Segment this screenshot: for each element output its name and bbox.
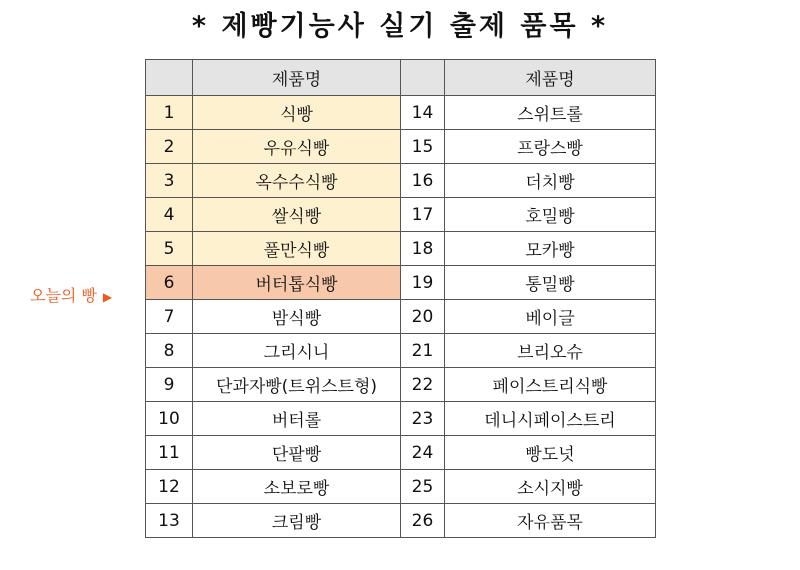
today-bread-marker [30, 284, 112, 308]
table-row [146, 96, 656, 130]
right-arrow-icon: ▶ [102, 290, 113, 304]
item-number-left: 5 [146, 232, 193, 266]
today-bread-label: 오늘의 빵 [30, 286, 97, 305]
item-number-left: 9 [146, 368, 193, 402]
product-name-left: 크림빵 [193, 504, 401, 538]
table-row [146, 232, 656, 266]
table-row [146, 368, 656, 402]
product-name-right: 자유품목 [445, 504, 656, 538]
item-number-right: 19 [401, 266, 445, 300]
product-name-right: 스위트롤 [445, 96, 656, 130]
item-number-left: 6 [146, 266, 193, 300]
item-number-left: 1 [146, 96, 193, 130]
product-name-right: 프랑스빵 [445, 130, 656, 164]
exam-items-table [145, 59, 656, 538]
table-row [146, 334, 656, 368]
product-name-left: 소보로빵 [193, 470, 401, 504]
product-name-left: 우유식빵 [193, 130, 401, 164]
table-row [146, 198, 656, 232]
item-number-left: 7 [146, 300, 193, 334]
item-number-left: 13 [146, 504, 193, 538]
product-name-right: 더치빵 [445, 164, 656, 198]
page-title: * 제빵기능사 실기 출제 품목 * [191, 11, 609, 42]
product-name-right: 소시지빵 [445, 470, 656, 504]
item-number-left: 2 [146, 130, 193, 164]
item-number-right: 26 [401, 504, 445, 538]
product-name-left: 풀만식빵 [193, 232, 401, 266]
item-number-right: 23 [401, 402, 445, 436]
item-number-right: 24 [401, 436, 445, 470]
item-number-right: 21 [401, 334, 445, 368]
table-row [146, 130, 656, 164]
product-name-left: 그리시니 [193, 334, 401, 368]
product-name-right: 호밀빵 [445, 198, 656, 232]
item-number-right: 25 [401, 470, 445, 504]
product-name-right: 페이스트리식빵 [445, 368, 656, 402]
table-row [146, 402, 656, 436]
item-number-right: 18 [401, 232, 445, 266]
table-row [146, 164, 656, 198]
item-number-left: 4 [146, 198, 193, 232]
product-name-left: 옥수수식빵 [193, 164, 401, 198]
product-name-left: 단과자빵(트위스트형) [193, 368, 401, 402]
product-name-right: 통밀빵 [445, 266, 656, 300]
item-number-right: 14 [401, 96, 445, 130]
table-row [146, 436, 656, 470]
item-number-left: 11 [146, 436, 193, 470]
product-name-left: 식빵 [193, 96, 401, 130]
table-header-row [146, 60, 656, 96]
table-row [146, 266, 656, 300]
product-name-right: 데니시페이스트리 [445, 402, 656, 436]
product-name-left: 버터톱식빵 [193, 266, 401, 300]
item-number-right: 20 [401, 300, 445, 334]
product-name-right: 브리오슈 [445, 334, 656, 368]
product-name-left: 단팥빵 [193, 436, 401, 470]
item-number-right: 15 [401, 130, 445, 164]
product-name-left: 버터롤 [193, 402, 401, 436]
product-name-right: 빵도넛 [445, 436, 656, 470]
header-number-right [401, 60, 445, 96]
product-name-left: 밤식빵 [193, 300, 401, 334]
item-number-left: 3 [146, 164, 193, 198]
header-product-name-right: 제품명 [445, 60, 656, 96]
item-number-right: 22 [401, 368, 445, 402]
header-product-name-left: 제품명 [193, 60, 401, 96]
table-row [146, 300, 656, 334]
table-row [146, 504, 656, 538]
item-number-right: 17 [401, 198, 445, 232]
item-number-left: 10 [146, 402, 193, 436]
item-number-right: 16 [401, 164, 445, 198]
product-name-left: 쌀식빵 [193, 198, 401, 232]
item-number-left: 12 [146, 470, 193, 504]
product-name-right: 베이글 [445, 300, 656, 334]
table-row [146, 470, 656, 504]
product-name-right: 모카빵 [445, 232, 656, 266]
item-number-left: 8 [146, 334, 193, 368]
header-number-left [146, 60, 193, 96]
